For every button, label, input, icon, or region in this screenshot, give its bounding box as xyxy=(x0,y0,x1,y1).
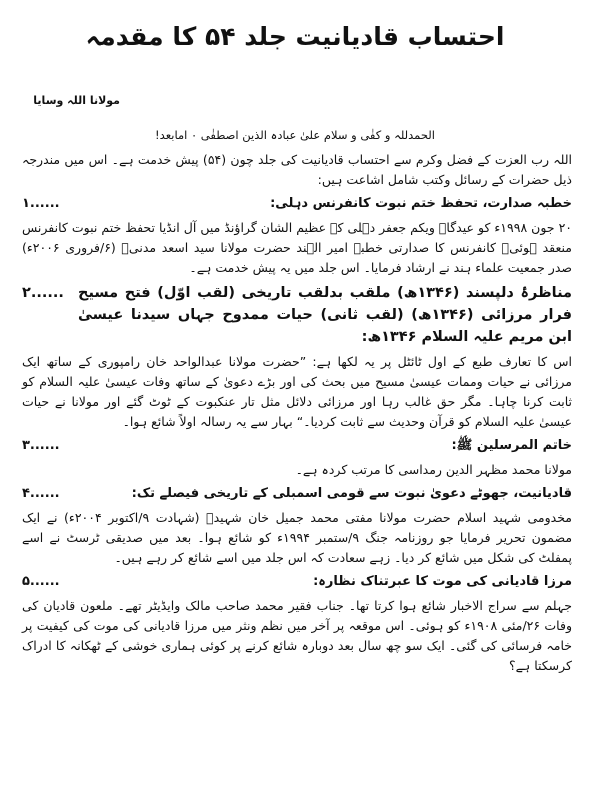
section-title: مرزا قادیانی کی موت کا عبرتناک نظارہ: xyxy=(313,574,572,589)
author-name: مولانا اللہ وسایا xyxy=(33,94,120,107)
invocation-line: الحمدللہ و کفٰی و سلام علیٰ عبادہ الذین اصطفٰی ۰ امابعد! xyxy=(155,128,435,142)
page-title: احتساب قادیانیت جلد ۵۴ کا مقدمہ xyxy=(85,22,505,51)
section-heading-5 xyxy=(22,572,572,592)
section-number: ۲...... xyxy=(22,285,64,301)
section-title: مناظرۂ دلپسند (۱۳۴۶ھ) ملقب بدلقب تاریخی (لقب اوّل) فتح مسیح فرار مرزائی (۱۳۴۶ھ) (لقب ثانی) حیات ممدوح جہاں سیدنا عیسیٰ ابن مریم علیہ السلام ۱۳۴۶ھ: xyxy=(78,285,573,345)
section-text-4: مخدومی شہید اسلام حضرت مولانا مفتی محمد جمیل خان شہیدؒ (شہادت ۹/اکتوبر ۲۰۰۴ء) نے ایک مضمون تحریر فرمایا جو روزنامہ جنگ ۹/ستمبر ۱۹۹۴ء کو شائع ہوا۔ بعد میں صدیقی ٹرسٹ نے اسے پمفلٹ کی شکل میں شائع کر دیا۔ زہے سعادت کہ اس جلد میں اسے شائع کر رہے ہیں۔ xyxy=(22,510,573,565)
section-number: ۴...... xyxy=(22,486,60,501)
document-body xyxy=(22,150,572,679)
section-title: قادیانیت، جھوٹے دعویٰ نبوت سے قومی اسمبلی کے تاریخی فیصلے تک: xyxy=(131,486,572,501)
section-text-2: اس کا تعارف طبع کے اول ٹائٹل پر یہ لکھا ہے: ”حضرت مولانا عبدالواحد خان رامپوری کے ساتھ ایک مرزائی نے حیات وممات عیسیٰ مسیح میں بحث کی اور بڑے دعویٰ کے ساتھ وفات عیسیٰ علیہ السلام کو ثابت کرنا چاہا۔ مگر حق غالب رہا اور مرزائی دلائل مثل تار عنکبوت کے ٹوٹ گئے اور مولانا نے حیات عیسیٰ علیہ السلام کو قرآن وحدیث سے ثابت کردیا۔“ بہار سے یہ رسالہ اولاً شائع ہوا۔ xyxy=(22,354,572,429)
intro-paragraph: اللہ رب العزت کے فضل وکرم سے احتساب قادیانیت کی جلد چون (۵۴) پیش خدمت ہے۔ اس میں مندرجہ ذیل حضرات کے رسائل وکتب شامل اشاعت ہیں: xyxy=(22,152,572,187)
section-number: ۳...... xyxy=(22,438,60,453)
section-heading-1 xyxy=(22,194,572,214)
section-heading-3 xyxy=(22,436,572,456)
section-heading-2 xyxy=(22,282,572,348)
section-heading-4 xyxy=(22,484,572,504)
section-text-5: جہلم سے سراج الاخبار شائع ہوا کرتا تھا۔ جناب فقیر محمد صاحب مالک وایڈیٹر تھے۔ ملعون قادیان کی وفات ۲۶/مئی ۱۹۰۸ء کو ہوئی۔ اس موقعہ پر آخر میں نظم ونثر میں مرزا قادیانی کی موت کی کیفیت پر خامہ فرسائی کی گئی۔ ایک سو چھ سال بعد دوبارہ شائع کرنے پر کوئی ہماری خوشی کے ٹھکانہ کا ادراک کرسکتا ہے؟ xyxy=(22,598,573,673)
section-title: خاتم المرسلین ﷺ: xyxy=(451,438,572,453)
section-text-1: ۲۰ جون ۱۹۹۸ء کو عیدگاہ ویکم جعفر دہلی کے عظیم الشان گراؤنڈ میں آل انڈیا تحفظ ختم نبوت کانفرنس منعقد ہوئی۔ کانفرنس کا صدارتی خطبہ امیر الہند حضرت مولانا سید اسعد مدنیؒ (۶/فروری ۲۰۰۶ء) صدر جمعیت علماء ہند نے ارشاد فرمایا۔ اس جلد میں یہ پیش خدمت ہے۔ xyxy=(22,220,572,275)
section-number: ۱...... xyxy=(22,196,60,211)
section-title: خطبہ صدارت، تحفظ ختم نبوت کانفرنس دہلی: xyxy=(270,196,572,211)
section-number: ۵...... xyxy=(22,574,60,589)
section-text-3: مولانا محمد مظہر الدین رمداسی کا مرتب کردہ ہے۔ xyxy=(295,462,572,477)
